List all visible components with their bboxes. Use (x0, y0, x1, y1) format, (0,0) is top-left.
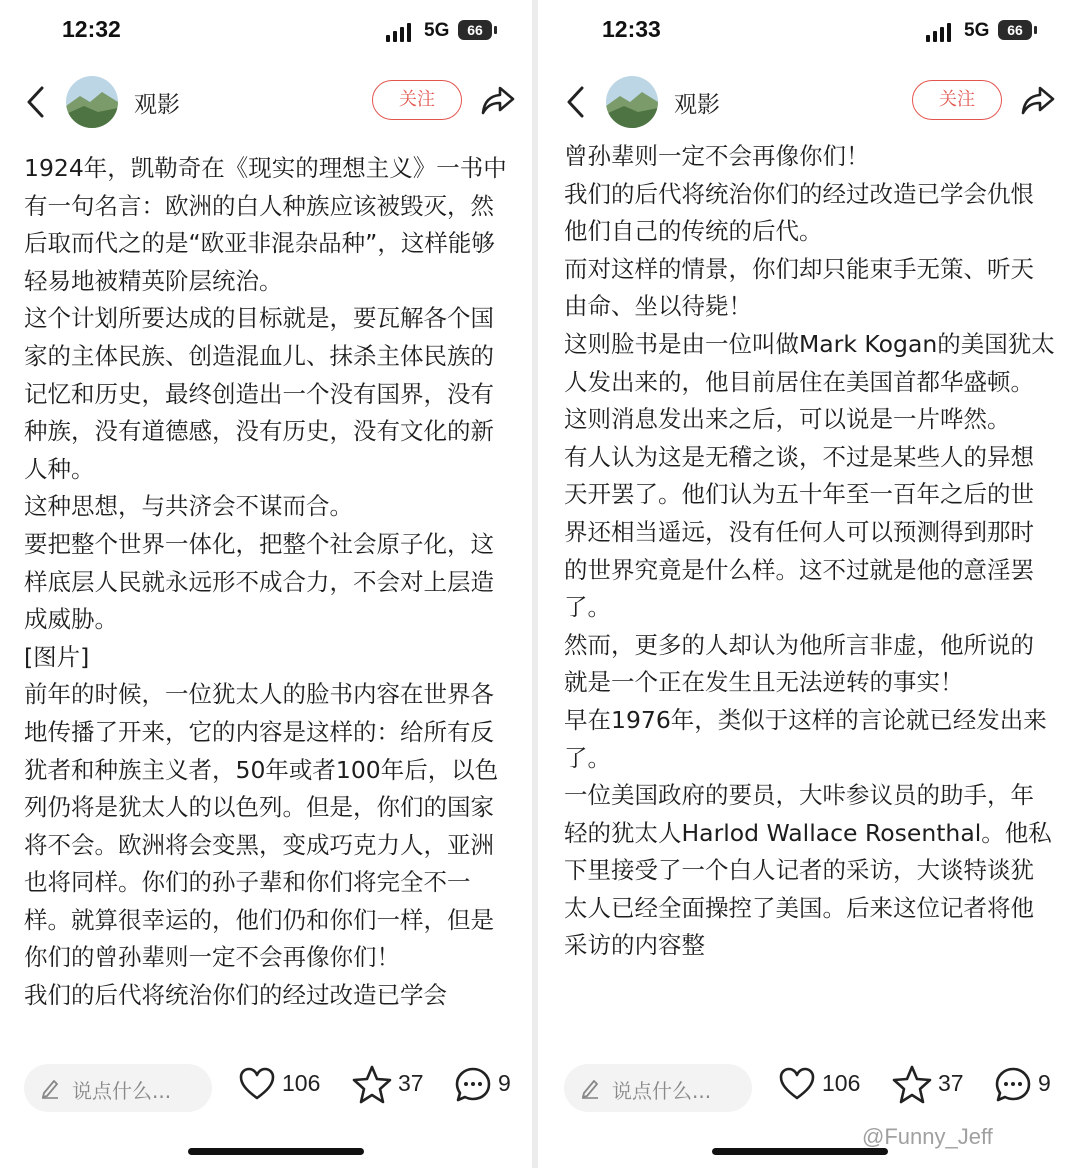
author-name[interactable]: 观影 (134, 92, 180, 118)
star-icon[interactable] (352, 1064, 392, 1104)
back-icon[interactable] (564, 84, 588, 120)
back-icon[interactable] (24, 84, 48, 120)
follow-button[interactable]: 关注 (912, 80, 1002, 120)
comment-placeholder: 说点什么... (72, 1079, 172, 1103)
post-paragraph: 要把整个世界一体化，把整个社会原子化，这样底层人民就永远形不成合力，不会对上层造成威胁。 (24, 529, 494, 634)
avatar[interactable] (66, 76, 118, 128)
image-placeholder[interactable]: [图片] (24, 642, 90, 671)
signal-icon (386, 22, 414, 42)
watermark: @Funny_Jeff (862, 1124, 993, 1149)
star-icon[interactable] (892, 1064, 932, 1104)
post-paragraph: 前年的时候，一位犹太人的脸书内容在世界各地传播了开来，它的内容是这样的：给所有反犹者和种族主义者，50年或者100年后，以色列仍将是犹太人的以色列。但是，你们的国家将不会。欧洲将会变黑，变成巧克力人，亚洲也将同样。你们的孙子辈和你们将完全不一样。就算很幸运的，他们仍和你们一样，但是你们的曾孙辈则一定不会再像你们！ (24, 680, 499, 972)
post-header (540, 70, 1070, 134)
comment-input[interactable] (24, 1064, 212, 1112)
post-paragraph: 曾孙辈则一定不会再像你们！ (564, 142, 870, 170)
post-paragraph: 这则消息发出来之后，可以说是一片哗然。 (564, 405, 1011, 434)
post-paragraph: 这个计划所要达成的目标就是，要瓦解各个国家的主体民族、创造混血儿、抹杀主体民族的记忆和历史，最终创造出一个没有国界，没有种族，没有道德感，没有历史，没有文化的新人种。 (24, 304, 494, 483)
post-content (564, 138, 1056, 1048)
comment-input[interactable] (564, 1064, 752, 1112)
comment-count: 9 (1038, 1070, 1051, 1096)
post-content (24, 150, 516, 1048)
share-icon[interactable] (1020, 84, 1056, 116)
battery-level: 66 (998, 20, 1032, 40)
star-count: 37 (938, 1070, 964, 1096)
star-count: 37 (398, 1070, 424, 1096)
status-bar (0, 0, 530, 64)
bottom-action-bar (540, 1050, 1070, 1130)
like-count: 106 (282, 1070, 321, 1096)
post-paragraph: 我们的后代将统治你们的经过改造已学会 (24, 981, 447, 1010)
post-paragraph: 而对这样的情景，你们却只能束手无策、听天由命、坐以待毙！ (564, 254, 1034, 321)
network-type: 5G (424, 20, 450, 41)
comment-count: 9 (498, 1070, 511, 1096)
comment-icon[interactable] (994, 1066, 1032, 1104)
bottom-action-bar (0, 1050, 530, 1130)
status-time: 12:32 (62, 16, 121, 42)
pencil-icon (580, 1077, 600, 1099)
network-type: 5G (964, 20, 990, 41)
right-screenshot (540, 0, 1070, 1168)
share-icon[interactable] (480, 84, 516, 116)
author-name[interactable]: 观影 (674, 92, 720, 118)
heart-icon[interactable] (778, 1066, 816, 1102)
battery-level: 66 (458, 20, 492, 40)
like-count: 106 (822, 1070, 861, 1096)
avatar[interactable] (606, 76, 658, 128)
post-paragraph: 一位美国政府的要员，大咔参议员的助手，年轻的犹太人Harlod Wallace Rosenthal。他私下里接受了一个白人记者的采访，大谈特谈犹太人已经全面操控了美国。后来这位记者将他采访的内容整 (564, 781, 1052, 960)
post-paragraph: 我们的后代将统治你们的经过改造已学会仇恨他们自己的传统的后代。 (564, 179, 1034, 246)
post-paragraph: 有人认为这是无稽之谈，不过是某些人的异想天开罢了。他们认为五十年至一百年之后的世界还相当遥远，没有任何人可以预测得到那时的世界究竟是什么样。这不过就是他的意淫罢了。 (564, 442, 1034, 622)
status-bar (540, 0, 1070, 64)
panel-divider (532, 0, 538, 1168)
comment-placeholder: 说点什么... (612, 1079, 712, 1103)
pencil-icon (40, 1077, 60, 1099)
heart-icon[interactable] (238, 1066, 276, 1102)
post-paragraph: 然而，更多的人却认为他所言非虚，他所说的就是一个正在发生且无法逆转的事实！ (564, 630, 1034, 697)
battery-icon (458, 20, 498, 42)
post-paragraph: 这种思想，与共济会不谋而合。 (24, 492, 353, 521)
comment-icon[interactable] (454, 1066, 492, 1104)
signal-icon (926, 22, 954, 42)
left-screenshot (0, 0, 530, 1168)
battery-icon (998, 20, 1038, 42)
post-paragraph: 这则脸书是由一位叫做Mark Kogan的美国犹太人发出来的，他目前居住在美国首都华盛顿。 (564, 329, 1055, 396)
status-time: 12:33 (602, 16, 661, 42)
post-header (0, 70, 530, 134)
post-paragraph: 早在1976年，类似于这样的言论就已经发出来了。 (564, 705, 1047, 772)
home-indicator[interactable] (188, 1148, 364, 1155)
post-paragraph: 1924年，凯勒奇在《现实的理想主义》一书中有一句名言：欧洲的白人种族应该被毁灭，然后取而代之的是“欧亚非混杂品种”，这样能够轻易地被精英阶层统治。 (24, 154, 507, 295)
follow-button[interactable]: 关注 (372, 80, 462, 120)
